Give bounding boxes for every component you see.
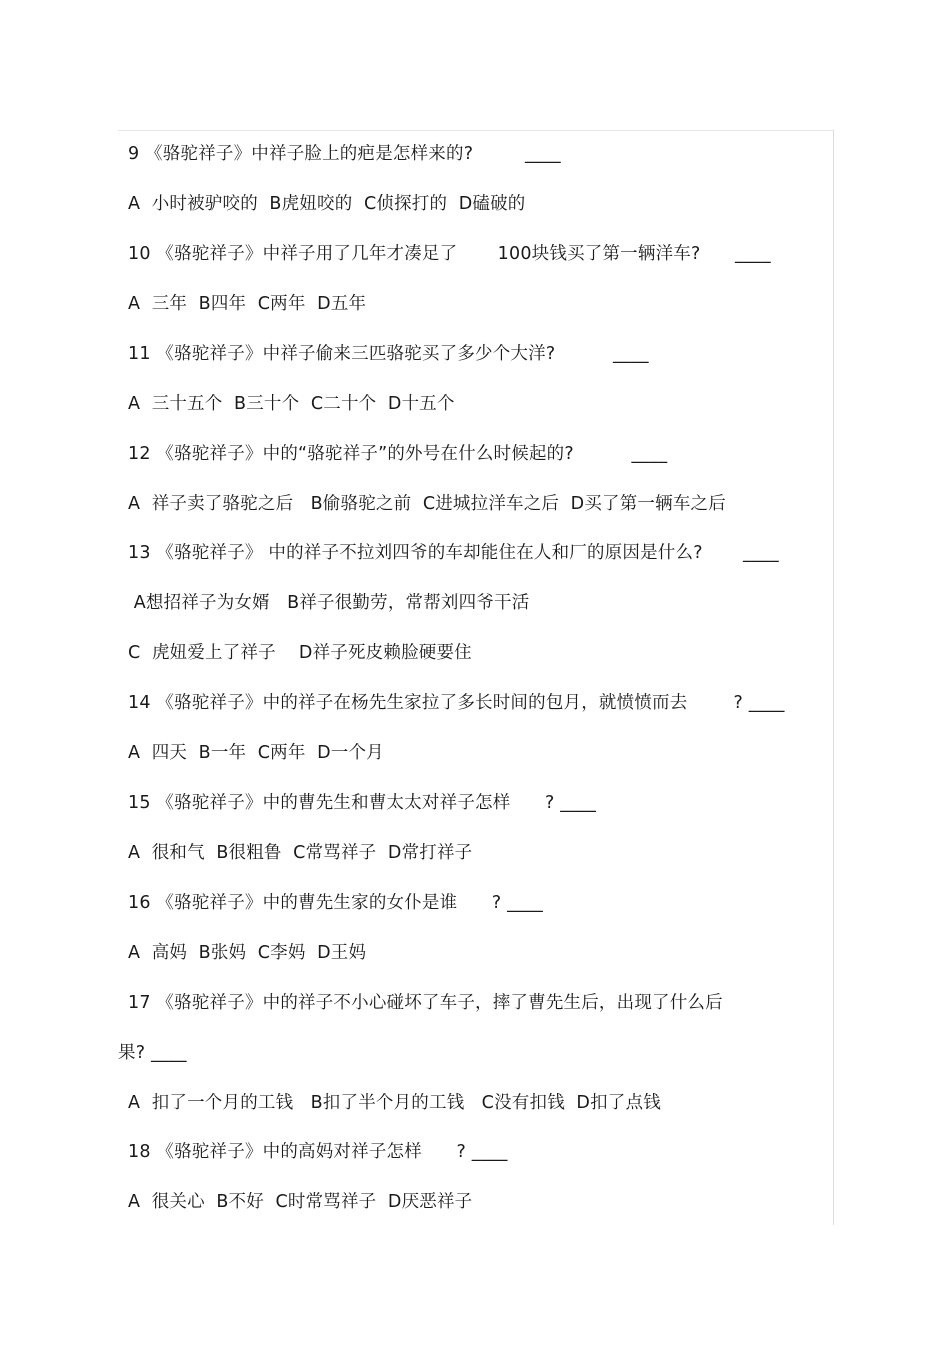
question-12: 12 《骆驼祥子》中的“骆驼祥子”的外号在什么时候起的? ____ xyxy=(128,444,668,464)
options-10: A 三年 B四年 C两年 D五年 xyxy=(128,294,367,314)
page-border-right xyxy=(833,130,834,1225)
options-13-cd: C 虎妞爱上了祥子 D祥子死皮赖脸硬要住 xyxy=(128,643,472,663)
question-10: 10 《骆驼祥子》中祥子用了几年才凑足了 100块钱买了第一辆洋车? ____ xyxy=(128,244,771,264)
question-17: 17 《骆驼祥子》中的祥子不小心碰坏了车子，摔了曹先生后，出现了什么后 xyxy=(128,993,723,1013)
options-16: A 高妈 B张妈 C李妈 D王妈 xyxy=(128,943,367,963)
question-15: 15 《骆驼祥子》中的曹先生和曹太太对祥子怎样 ? ____ xyxy=(128,793,597,813)
question-11: 11 《骆驼祥子》中祥子偷来三匹骆驼买了多少个大洋? ____ xyxy=(128,344,649,364)
options-18: A 很关心 B不好 C时常骂祥子 D厌恶祥子 xyxy=(128,1192,473,1212)
question-14: 14 《骆驼祥子》中的祥子在杨先生家拉了多长时间的包月，就愤愤而去 ? ____ xyxy=(128,693,785,713)
page-border-top xyxy=(118,130,834,131)
options-11: A 三十五个 B三十个 C二十个 D十五个 xyxy=(128,394,455,414)
options-12: A 祥子卖了骆驼之后 B偷骆驼之前 C进城拉洋车之后 D买了第一辆车之后 xyxy=(128,494,726,514)
options-14: A 四天 B一年 C两年 D一个月 xyxy=(128,743,384,763)
options-17: A 扣了一个月的工钱 B扣了半个月的工钱 C没有扣钱 D扣了点钱 xyxy=(128,1093,661,1113)
question-17-continued: 果? ____ xyxy=(118,1043,187,1063)
question-18: 18 《骆驼祥子》中的高妈对祥子怎样 ? ____ xyxy=(128,1142,508,1162)
question-16: 16 《骆驼祥子》中的曹先生家的女仆是谁 ? ____ xyxy=(128,893,543,913)
question-13: 13 《骆驼祥子》 中的祥子不拉刘四爷的车却能住在人和厂的原因是什么? ____ xyxy=(128,543,779,563)
question-9: 9 《骆驼祥子》中祥子脸上的疤是怎样来的? ____ xyxy=(128,144,561,164)
options-9: A 小时被驴咬的 B虎妞咬的 C侦探打的 D磕破的 xyxy=(128,194,526,214)
options-13-ab: A想招祥子为女婿 B祥子很勤劳，常帮刘四爷干活 xyxy=(128,593,530,613)
options-15: A 很和气 B很粗鲁 C常骂祥子 D常打祥子 xyxy=(128,843,473,863)
